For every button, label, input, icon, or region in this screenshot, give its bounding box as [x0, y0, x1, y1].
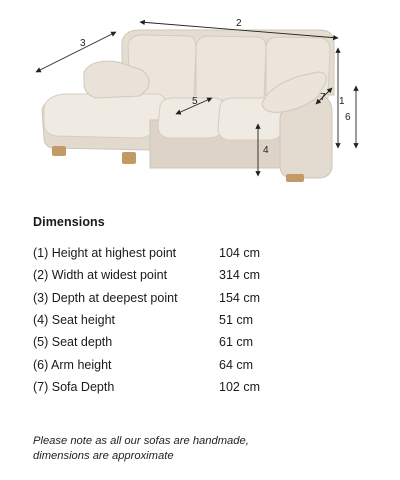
- dimension-row: [33, 376, 373, 398]
- marker-1: 1: [339, 96, 345, 107]
- marker-5: 5: [192, 96, 198, 107]
- handmade-note: [33, 434, 249, 464]
- dimension-row: [33, 242, 373, 264]
- dimension-value: 102 cm: [219, 379, 260, 394]
- dimensions-list: [33, 242, 373, 398]
- dimensions-heading: Dimensions: [33, 215, 105, 229]
- dimension-value: 314 cm: [219, 268, 260, 283]
- dimension-label: (7) Sofa Depth: [33, 379, 115, 394]
- sofa-dimension-diagram: [0, 0, 400, 200]
- dimension-value: 51 cm: [219, 313, 254, 328]
- dimension-row: [33, 353, 373, 375]
- dimension-value: 154 cm: [219, 290, 260, 305]
- note-line-1: Please note as all our sofas are handmade,: [33, 435, 249, 447]
- marker-4: 4: [263, 145, 269, 156]
- marker-3: 3: [80, 38, 86, 49]
- dimension-label: (5) Seat depth: [33, 335, 113, 350]
- marker-6: 6: [345, 112, 351, 123]
- dimension-label: (1) Height at highest point: [33, 246, 177, 261]
- dimension-label: (3) Depth at deepest point: [33, 290, 178, 305]
- dimension-value: 104 cm: [219, 246, 260, 261]
- sofa-drawing: [42, 30, 334, 182]
- dimension-value: 64 cm: [219, 357, 254, 372]
- note-line-2: dimensions are approximate: [33, 450, 174, 462]
- dimension-row: [33, 309, 373, 331]
- dimension-label: (2) Width at widest point: [33, 268, 168, 283]
- dimension-row: [33, 331, 373, 353]
- dimension-label: (4) Seat height: [33, 313, 115, 328]
- dimension-value: 61 cm: [219, 335, 254, 350]
- dimension-row: [33, 264, 373, 286]
- dimension-row: [33, 287, 373, 309]
- marker-7: 7: [320, 92, 326, 103]
- marker-2: 2: [236, 18, 242, 29]
- sofa-illustration: [0, 0, 400, 200]
- dimension-label: (6) Arm height: [33, 357, 112, 372]
